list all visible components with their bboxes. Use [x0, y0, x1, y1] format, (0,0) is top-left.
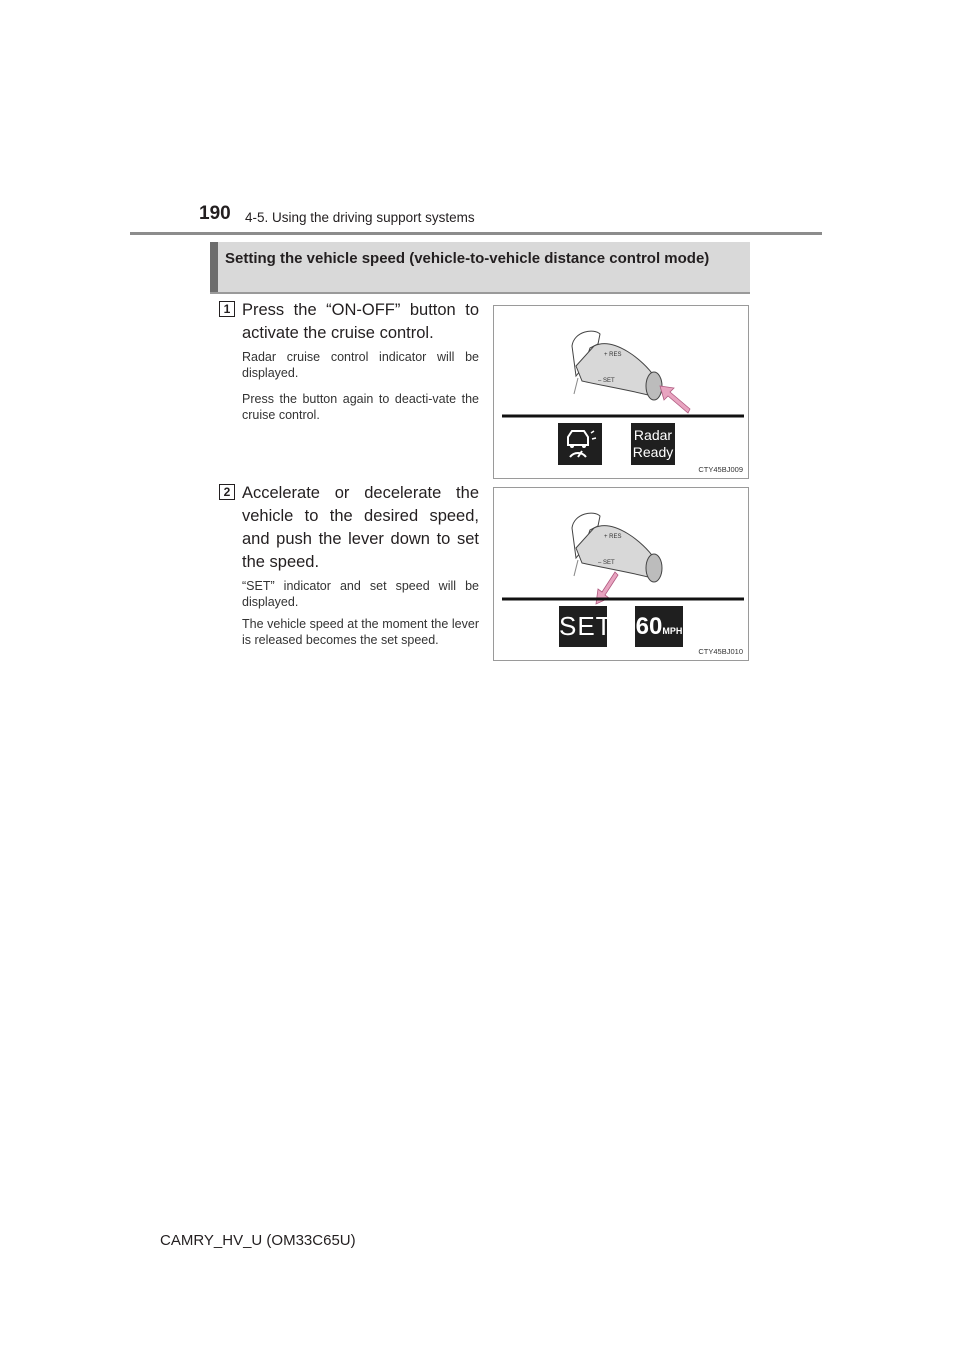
heading-bar: [210, 242, 218, 292]
radar-car-icon: [558, 423, 602, 465]
lever-shape: [572, 331, 662, 400]
step-1-note-2: Press the button again to deacti-vate the cruise control.: [242, 392, 479, 422]
set-speed-value: 60: [635, 613, 663, 640]
press-arrow: [660, 386, 690, 413]
step-2-note-2: The vehicle speed at the moment the lever is released becomes the set speed.: [242, 617, 479, 647]
set-speed-unit: MPH: [662, 626, 683, 636]
figure-1-code: CTY45BJ009: [698, 465, 743, 474]
step-1-badge: 1: [219, 301, 235, 317]
radar-cruise-indicator: [558, 423, 602, 465]
lever-illustration-2: [494, 488, 748, 660]
lever-illustration-1: [494, 306, 748, 478]
set-indicator: SET: [559, 606, 607, 647]
step-2-text: Accelerate or decelerate the vehicle to the desired speed, and push the lever down to set the speed.: [242, 484, 479, 571]
figure-2: [493, 487, 749, 661]
step-2-note-1: “SET” indicator and set speed will be displayed.: [242, 579, 479, 609]
step-1-note-1: Radar cruise control indicator will be displayed.: [242, 350, 479, 380]
page-number: 190: [199, 203, 231, 224]
section-title: 4-5. Using the driving support systems: [245, 210, 475, 225]
figure-2-code: CTY45BJ010: [698, 647, 743, 656]
footer-model-code: CAMRY_HV_U (OM33C65U): [160, 1232, 356, 1249]
step-2-badge: 2: [219, 484, 235, 500]
lever-plus-res: + RES: [604, 352, 622, 358]
radar-ready-line-1: Radar: [633, 427, 673, 443]
heading-box: [210, 242, 750, 294]
step-1-text: Press the “ON-OFF” button to activate the cruise control.: [242, 301, 479, 342]
lever-plus-res: + RES: [604, 534, 622, 540]
radar-ready-display: [631, 423, 675, 465]
heading-text: Setting the vehicle speed (vehicle-to-vehicle distance control mode): [225, 250, 710, 267]
radar-ready-line-2: Ready: [632, 444, 674, 460]
header-rule: [130, 232, 822, 235]
figure-1: [493, 305, 749, 479]
lever-minus-set: – SET: [598, 378, 615, 384]
set-speed-display: [635, 606, 683, 647]
lever-minus-set: – SET: [598, 560, 615, 566]
lever-shape: [572, 513, 662, 582]
